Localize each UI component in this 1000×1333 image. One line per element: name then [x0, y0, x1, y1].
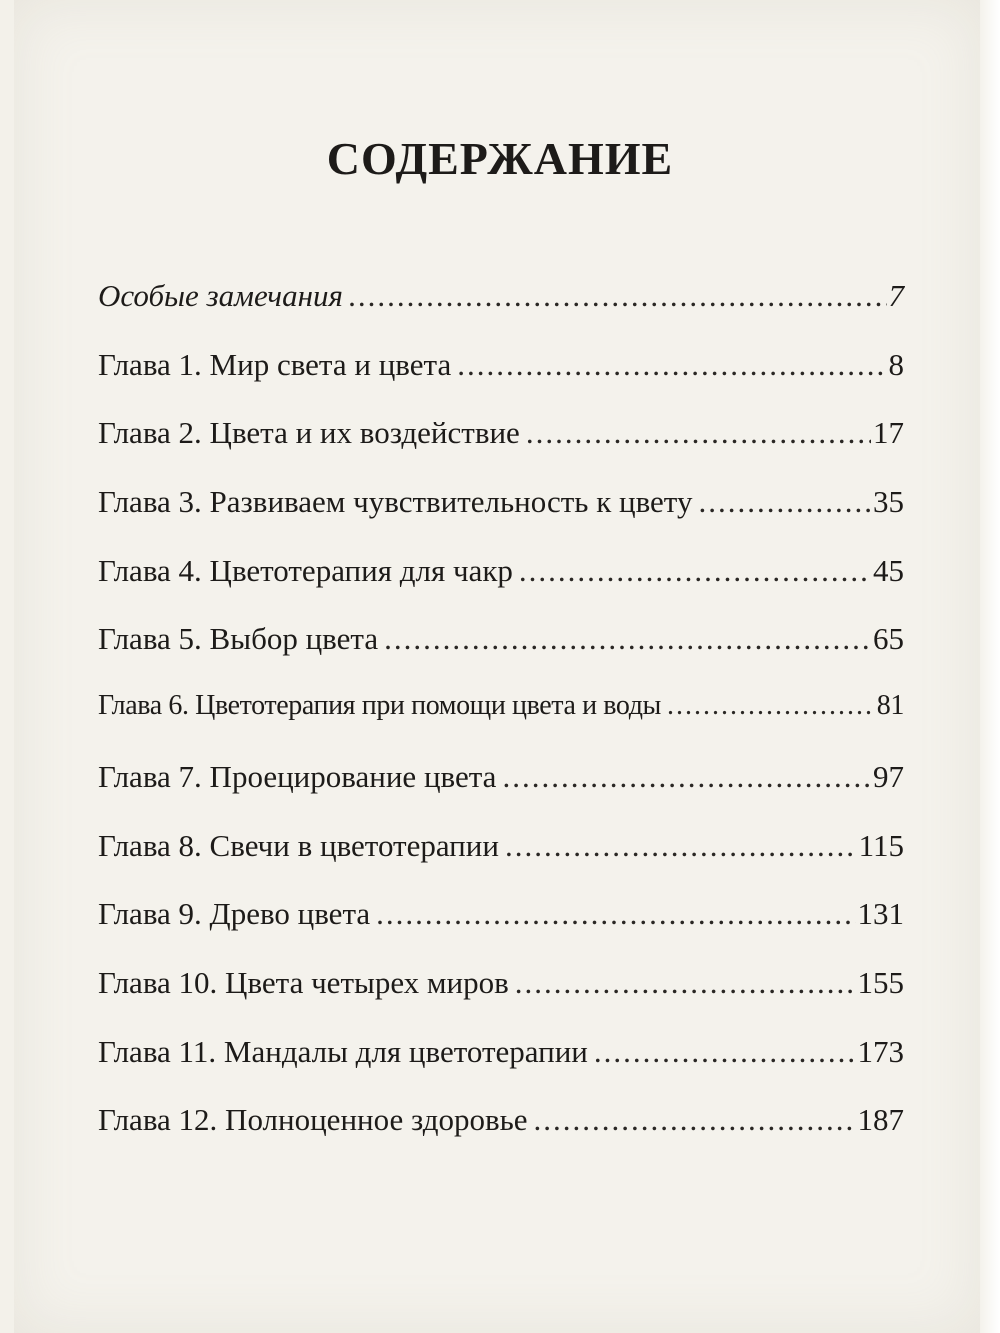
toc-entry-label: Глава 11. Мандалы для цветотерапии	[98, 1033, 588, 1069]
toc-entry-chapter-10[interactable]	[98, 965, 904, 1034]
toc-entry-page: 81	[876, 690, 904, 722]
toc-entry-label: Глава 12. Полноценное здоровье	[98, 1102, 528, 1138]
toc-entry-chapter-8[interactable]	[98, 828, 904, 897]
toc-entry-chapter-9[interactable]	[98, 896, 904, 965]
toc-entry-label: Глава 4. Цветотерапия для чакр	[98, 552, 513, 588]
toc-entry-page: 35	[873, 484, 904, 520]
toc-entry-label: Глава 2. Цвета и их воздействие	[98, 415, 520, 451]
dot-leader	[667, 690, 875, 722]
toc-entry-chapter-1[interactable]	[98, 347, 904, 416]
dot-leader	[519, 553, 871, 589]
dot-leader	[457, 347, 886, 383]
dot-leader	[534, 1102, 856, 1138]
table-of-contents	[98, 278, 904, 1171]
toc-entry-page: 155	[857, 964, 904, 1000]
toc-entry-label: Глава 7. Проецирование цвета	[98, 758, 497, 794]
page-title: СОДЕРЖАНИЕ	[326, 133, 674, 184]
toc-entry-page: 97	[873, 758, 904, 794]
dot-leader	[505, 828, 857, 864]
toc-entry-chapter-3[interactable]	[98, 484, 904, 553]
toc-entry-page: 45	[873, 552, 904, 588]
toc-entry-page: 131	[857, 896, 904, 932]
toc-entry-chapter-4[interactable]	[98, 553, 904, 622]
toc-entry-page: 173	[857, 1033, 904, 1069]
toc-entry-label: Глава 5. Выбор цвета	[98, 621, 379, 657]
toc-entry-chapter-2[interactable]	[98, 415, 904, 484]
toc-entry-page: 115	[858, 827, 904, 863]
toc-entry-label: Глава 1. Мир света и цвета	[98, 346, 452, 382]
toc-entry-label: Глава 8. Свечи в цветотерапии	[98, 827, 499, 863]
dot-leader	[349, 278, 887, 314]
toc-entry-label: Глава 10. Цвета четырех миров	[98, 964, 509, 1000]
toc-entry-chapter-12[interactable]	[98, 1102, 904, 1171]
toc-entry-label: Глава 6. Цветотерапия при помощи цвета и воды	[98, 690, 661, 722]
dot-leader	[376, 896, 855, 932]
toc-entry-label: Глава 3. Развиваем чувствительность к цвету	[98, 484, 693, 520]
dot-leader	[384, 621, 871, 657]
toc-entry-label: Особые замечания	[98, 278, 343, 313]
toc-entry-page: 65	[873, 621, 904, 657]
toc-entry-page: 7	[888, 278, 904, 313]
dot-leader	[698, 484, 871, 520]
toc-entry-chapter-11[interactable]	[98, 1034, 904, 1103]
toc-entry-page: 17	[873, 415, 904, 451]
toc-entry-chapter-7[interactable]	[98, 759, 904, 828]
toc-entry-chapter-5[interactable]	[98, 621, 904, 690]
toc-entry-page: 187	[857, 1102, 904, 1138]
toc-entry-label: Глава 9. Древо цвета	[98, 896, 371, 932]
toc-entry-notes[interactable]	[98, 278, 904, 347]
dot-leader	[502, 759, 871, 795]
dot-leader	[594, 1034, 856, 1070]
toc-entry-chapter-6[interactable]	[98, 690, 904, 759]
toc-entry-page: 8	[888, 346, 904, 382]
dot-leader	[515, 965, 856, 1001]
dot-leader	[526, 415, 871, 451]
page-edge	[980, 0, 1000, 1333]
